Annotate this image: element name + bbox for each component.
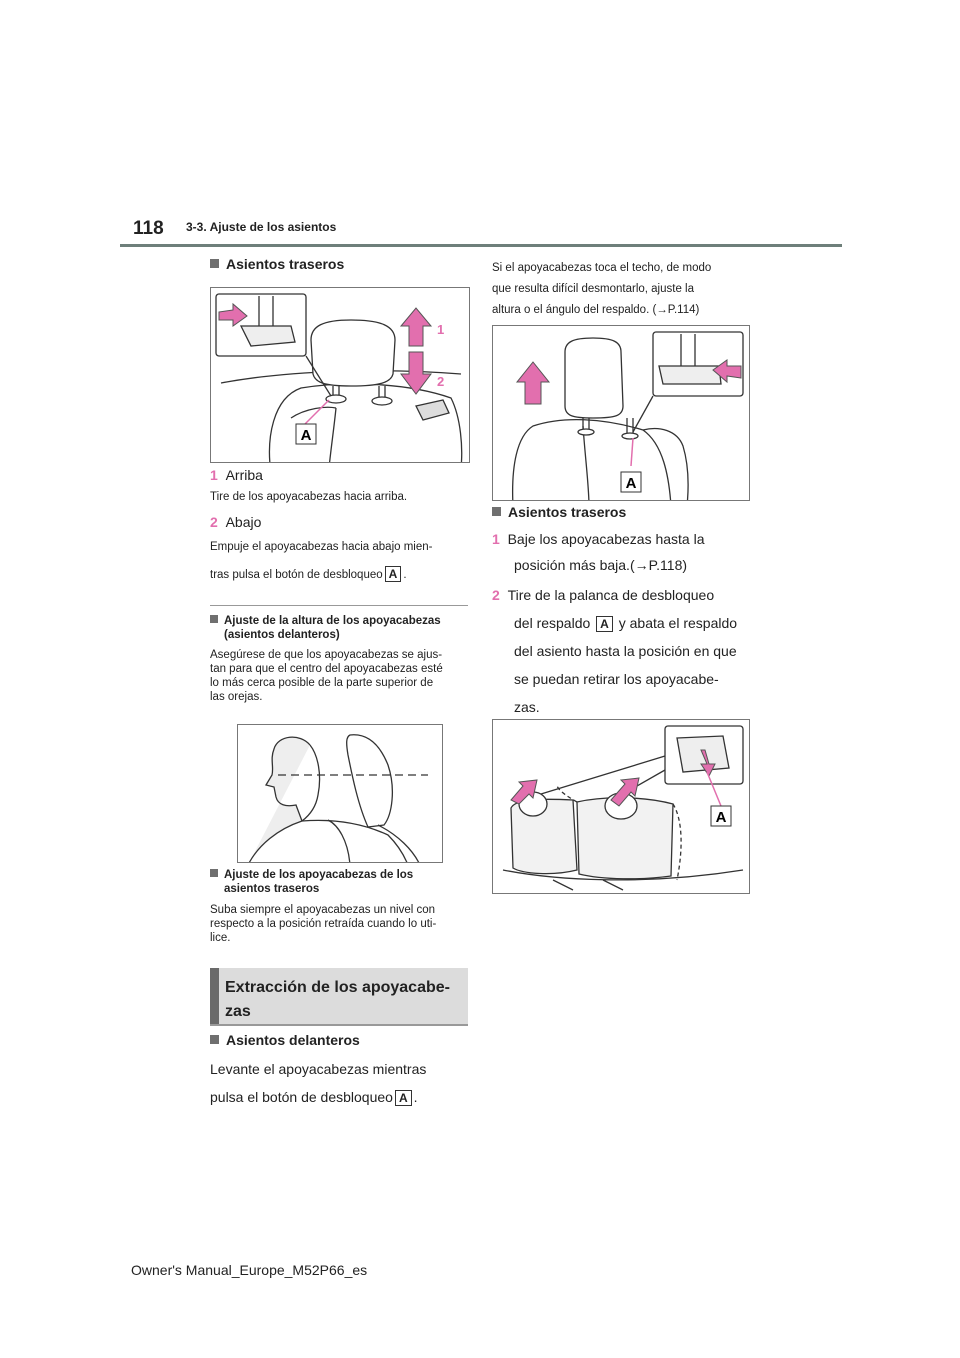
step-2: 2 Tire de la palanca de desbloqueo del respaldo A y abata el respaldo del asiento hasta la posición en que se puedan retirar los apoyacabe- zas. [492,587,738,715]
item-2: 2 Abajo [210,514,262,530]
figure-head-position [237,724,443,863]
fig3-label-a: A [625,475,637,492]
square-bullet-icon [210,869,218,877]
subsection-front-height-text: Asegúrese de que los apoyacabezas se ajus- tan para que el centro del apoyacabezas esté lo más cerca posible de la parte superior de las orejas. [210,649,443,703]
section-title: 3-3. Ajuste de los asientos [186,220,337,234]
subsection-rear-headrests: Ajuste de los apoyacabezas de los asientos traseros [210,868,470,896]
front-text-b: pulsa el botón de desbloqueo A . [210,1089,418,1105]
fig4-label-a: A [715,809,727,826]
step-1: 1 Baje los apoyacabezas hasta la posición más baja.(→P.118) [492,531,705,573]
square-bullet-icon [210,259,219,268]
intro-text: Si el apoyacabezas toca el techo, de modo que resulta difícil desmontarlo, ajuste la altura o el ángulo del respaldo. (→P.114) [492,262,712,316]
square-bullet-icon [210,1035,219,1044]
item-1-text: Tire de los apoyacabezas hacia arriba. [210,491,408,503]
figure-front-headrest-removal [492,325,750,501]
subsection-front-height: Ajuste de la altura de los apoyacabezas (asientos delanteros) [210,614,470,642]
step-1-number: 1 [492,531,500,547]
item-1: 1 Arriba [210,467,263,483]
subsection-rear-headrests-text: Suba siempre el apoyacabezas un nivel con respecto a la posición retraída cuando lo uti- lice. [210,904,437,944]
page-number: 118 [133,218,164,239]
footer-text: Owner's Manual_Europe_M52P66_es [131,1262,368,1278]
release-lever-badge: A [596,616,613,632]
item-2-text-b: tras pulsa el botón de desbloqueo A . [210,567,407,581]
release-button-badge: A [395,1090,412,1106]
fig1-num-2: 2 [437,374,445,389]
heading-front-seats: Asientos delanteros [210,1032,360,1048]
header-rule [120,244,842,247]
item-2-number: 2 [210,514,218,530]
item-2-text-a: Empuje el apoyacabezas hacia abajo mien- [210,541,433,553]
banner-underline [210,1024,468,1026]
divider [210,605,468,606]
release-button-badge: A [385,566,402,582]
front-text-a: Levante el apoyacabezas mientras [210,1061,427,1077]
square-bullet-icon [210,615,218,623]
heading-rear-seats: Asientos traseros [210,256,344,272]
figure-rear-headrest-adjust [210,287,470,463]
square-bullet-icon [492,507,501,516]
heading-rear-seats-right: Asientos traseros [492,504,626,520]
section-banner-removal: Extracción de los apoyacabe- zas [210,968,468,1024]
figure-rear-seatback-fold [492,719,750,894]
fig1-num-1: 1 [437,322,445,337]
item-1-number: 1 [210,467,218,483]
step-2-number: 2 [492,587,500,603]
fig1-label-a: A [300,427,312,444]
